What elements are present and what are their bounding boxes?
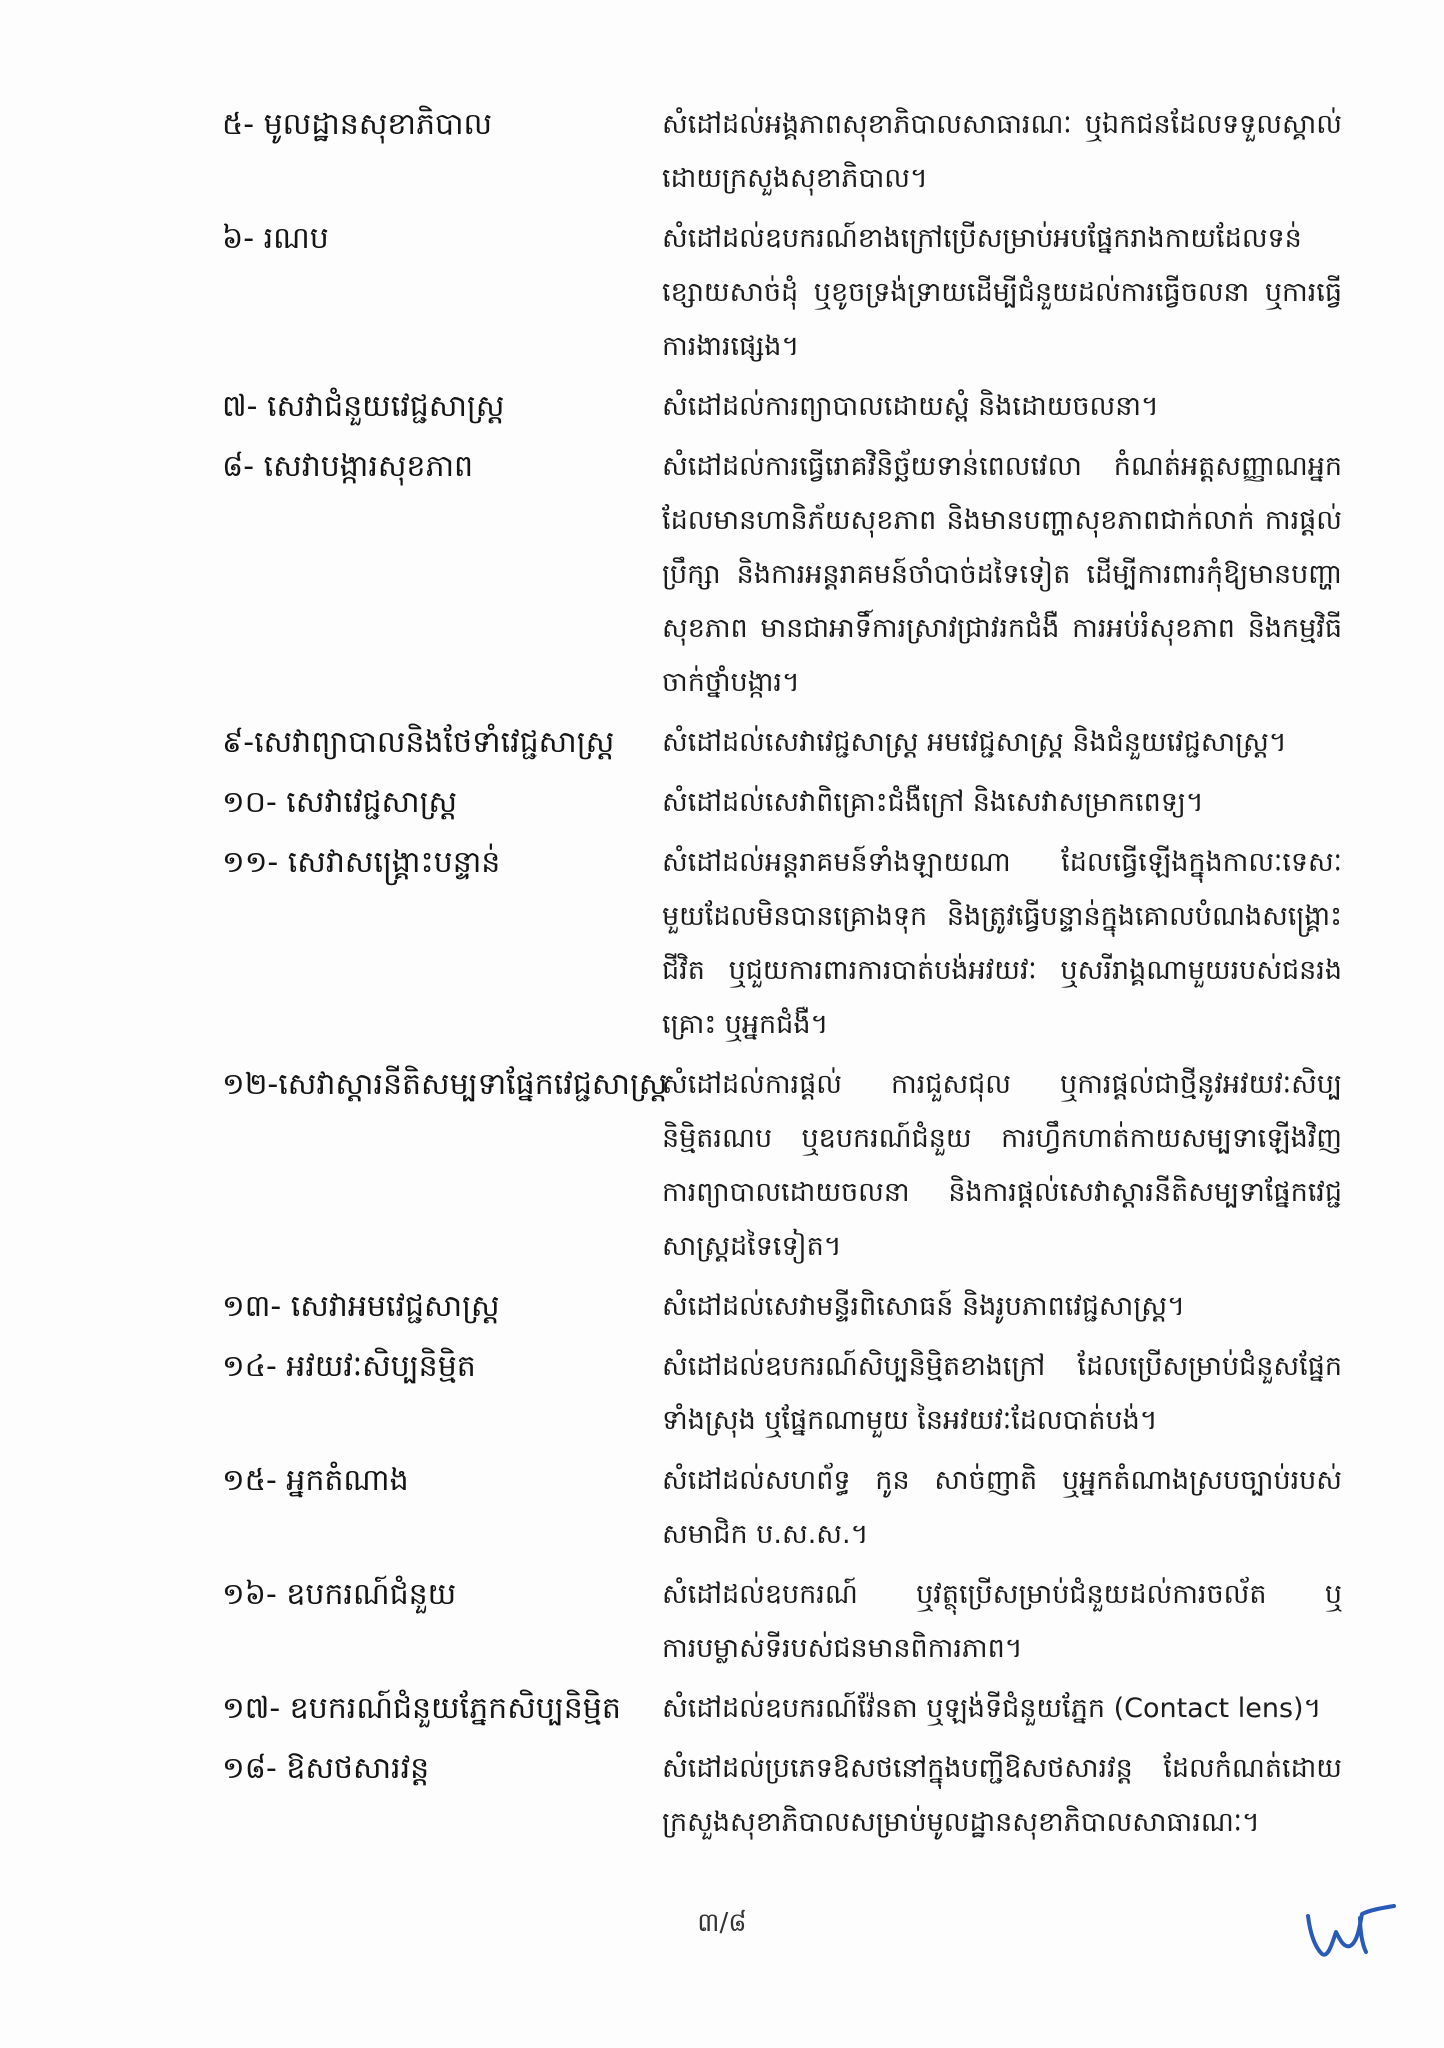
definition-text: សំដៅដល់ការផ្តល់ ការជួសជុល ឬការផ្តល់ជាថ្មីនូវអវយវៈសិប្បនិម្មិតរណប ឬឧបករណ៍ជំនួយ ការហ្វឹកហាត់កាយសម្បទាឡើងវិញ ការព្យាបាលដោយចលនា និងការផ្តល់សេវាស្តារនីតិសម្បទាផ្នែកវេជ្ជសាស្ត្រដទៃទៀត។ [662,1069,1342,1262]
term-label: ១៤- អវយវៈសិប្បនិម្មិត [222,1349,476,1384]
signature-stroke [1308,1906,1394,1955]
term-label: ៦- រណប [222,221,329,256]
definition-entry [0,836,1444,1052]
definition-text: សំដៅដល់សហព័ទ្ធ កូន សាច់ញាតិ ឬអ្នកតំណាងស្របច្បាប់របស់សមាជិក ប.ស.ស.។ [662,1465,1342,1550]
term-label: ១៨- ឱសថសារវន្ត [222,1751,430,1786]
definition-text: សំដៅដល់សេវាវេជ្ជសាស្ត្រ អមវេជ្ជសាស្ត្រ និងជំនួយវេជ្ជសាស្ត្រ។ [662,727,1287,758]
term-label: ១០- សេវាវេជ្ជសាស្ត្រ [222,785,458,820]
definition-entry [0,1568,1444,1676]
definition-entry [0,776,1444,830]
definition-text: សំដៅដល់ការធ្វើរោគវិនិច្ឆ័យទាន់ពេលវេលា កំណត់អត្តសញ្ញាណអ្នកដែលមានហានិភ័យសុខភាព និងមានបញ្ហាសុខភាពជាក់លាក់ ការផ្តល់ប្រឹក្សា និងការអន្តរាគមន៍ចាំបាច់ដទៃទៀត ដើម្បីការពារកុំឱ្យមានបញ្ហាសុខភាព មានជាអាទិ៍ការស្រាវជ្រាវរកជំងឺ ការអប់រំសុខភាព និងកម្មវិធីចាក់ថ្នាំបង្ការ។ [662,451,1342,698]
definition-text: សំដៅដល់ឧបករណ៍សិប្បនិម្មិតខាងក្រៅ ដែលប្រើសម្រាប់ជំនួសផ្នែកទាំងស្រុង ឬផ្នែកណាមួយ នៃអវយវៈដែលបាត់បង់។ [662,1351,1342,1436]
definition-entry [0,1742,1444,1850]
definition-text: សំដៅដល់អង្គភាពសុខាភិបាលសាធារណៈ ឬឯកជនដែលទទួលស្គាល់ដោយក្រសួងសុខាភិបាល។ [662,109,1342,194]
term-label: ៥- មូលដ្ឋានសុខាភិបាល [222,107,493,142]
definition-text: សំដៅដល់ឧបករណ៍ខាងក្រៅប្រើសម្រាប់អបផ្នែករាងកាយដែលទន់ខ្សោយសាច់ដុំ ឬខូចទ្រង់ទ្រាយដើម្បីជំនួយដល់ការធ្វើចលនា ឬការធ្វើការងារផ្សេង។ [662,223,1342,362]
definition-text: សំដៅដល់ប្រភេទឱសថនៅក្នុងបញ្ជីឱសថសារវន្ត ដែលកំណត់ដោយក្រសួងសុខាភិបាលសម្រាប់មូលដ្ឋានសុខាភិបាលសាធារណៈ។ [662,1753,1342,1838]
term-label: ១៣- សេវាអមវេជ្ជសាស្ត្រ [222,1289,500,1324]
definition-text: សំដៅដល់សេវាពិគ្រោះជំងឺក្រៅ និងសេវាសម្រាកពេទ្យ។ [662,787,1204,818]
definition-entry [0,1280,1444,1334]
definition-text: សំដៅដល់ឧបករណ៍ ឬវត្ថុប្រើសម្រាប់ជំនួយដល់ការចល័ត ឬការបម្លាស់ទីរបស់ជនមានពិការភាព។ [662,1579,1342,1664]
definition-entry [0,212,1444,374]
term-label: ១៥- អ្នកតំណាង [222,1463,409,1498]
definition-entry [0,716,1444,770]
definition-entry [0,1454,1444,1562]
handwritten-initial-signature [1300,1888,1400,1968]
term-label: ១១- សេវាសង្គ្រោះបន្ទាន់ [222,845,501,880]
term-label: ១២-សេវាស្តារនីតិសម្បទាផ្នែកវេជ្ជសាស្ត្រ [222,1067,668,1102]
term-label: ៩-សេវាព្យាបាលនិងថែទាំវេជ្ជសាស្ត្រ [222,725,615,760]
definition-entry [0,440,1444,710]
definition-text: សំដៅដល់អន្តរាគមន៍ទាំងឡាយណា ដែលធ្វើឡើងក្នុងកាលៈទេសៈមួយដែលមិនបានគ្រោងទុក និងត្រូវធ្វើបន្ទាន់ក្នុងគោលបំណងសង្គ្រោះជីវិត ឬជួយការពារការបាត់បង់អវយវៈ ឬសរីរាង្គណាមួយរបស់ជនរងគ្រោះ ឬអ្នកជំងឺ។ [662,847,1342,1040]
definition-text: សំដៅដល់ឧបករណ៍វ៉ែនតា ឬឡង់ទីជំនួយភ្នែក (Contact lens)។ [662,1693,1322,1724]
definition-text: សំដៅដល់សេវាមន្ទីរពិសោធន៍ និងរូបភាពវេជ្ជសាស្ត្រ។ [662,1291,1185,1322]
term-label: ១៦- ឧបករណ៍ជំនួយ [222,1577,457,1612]
page-number: ៣/៨ [697,1908,747,1938]
definitions-list [0,98,1444,1856]
definition-entry [0,1682,1444,1736]
term-label: ៧- សេវាជំនួយវេជ្ជសាស្ត្រ [222,389,505,424]
definition-entry [0,98,1444,206]
definition-entry [0,1340,1444,1448]
definition-text: សំដៅដល់ការព្យាបាលដោយស្ពំ និងដោយចលនា។ [662,391,1159,422]
term-label: ៨- សេវាបង្ការសុខភាព [222,449,474,484]
definition-entry [0,380,1444,434]
term-label: ១៧- ឧបករណ៍ជំនួយភ្នែកសិប្បនិម្មិត [222,1691,621,1726]
definition-entry [0,1058,1444,1274]
